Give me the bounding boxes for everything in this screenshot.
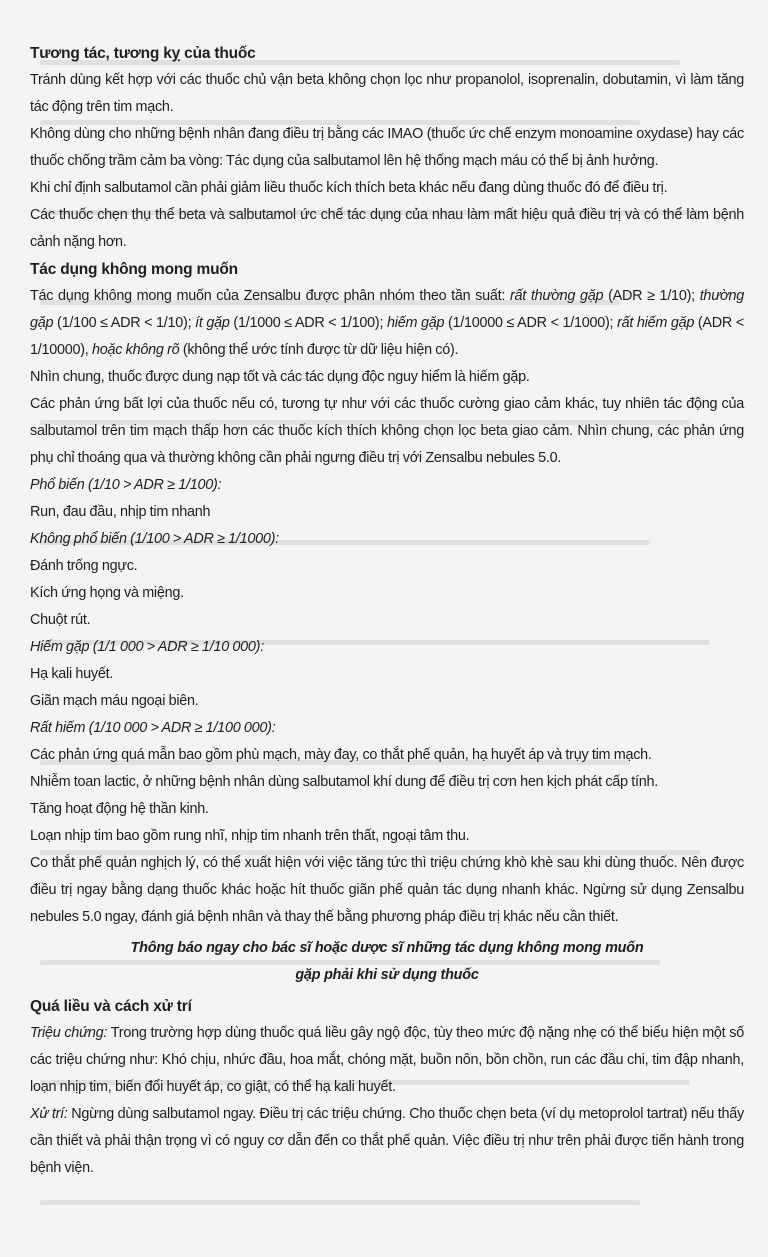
intro-text: Tác dụng không mong muốn của Zensalbu được phân nhóm theo tần suất: <box>30 288 510 304</box>
section-title-adverse-effects: Tác dụng không mong muốn <box>30 261 238 278</box>
adverse-item: Loạn nhịp tim bao gồm rung nhĩ, nhịp tim nhanh trên thất, ngoại tâm thu. <box>30 828 470 844</box>
adverse-frequency-intro <box>30 283 744 364</box>
adverse-item: Hạ kali huyết. <box>30 666 114 682</box>
intro-term-very-rare: rất hiếm gặp <box>617 315 695 331</box>
interactions-paragraph-4: Các thuốc chẹn thụ thể beta và salbutamol ức chế tác dụng của nhau làm mất hiệu quả điều trị và có thể làm bệnh cảnh nặng hơn. <box>30 207 744 250</box>
adverse-item: Tăng hoạt động hệ thần kinh. <box>30 801 209 817</box>
intro-term-very-common: rất thường gặp <box>510 288 604 304</box>
frequency-heading-uncommon: Không phổ biến (1/100 > ADR ≥ 1/1000): <box>30 531 279 547</box>
section-title-overdose: Quá liều và cách xử trí <box>30 998 192 1015</box>
frequency-heading-very-rare: Rất hiếm (1/10 000 > ADR ≥ 1/100 000): <box>30 720 276 736</box>
symptoms-text: Trong trường hợp dùng thuốc quá liều gây ngộ độc, tùy theo mức độ nặng nhẹ có thể biểu hiện một số các triệu chứng như: Khó chịu, nhức đầu, hoa mắt, chóng mặt, buồn nôn, bồn chồn, run các đầu chi, tim đập nhanh, loạn nhịp tim, biến đổi huyết áp, co giật, có thể hạ kali huyết. <box>30 1025 744 1095</box>
intro-term-uncommon: ít gặp <box>195 315 230 331</box>
intro-text: (ADR ≥ 1/10); <box>603 288 700 304</box>
adverse-item: Đánh trống ngực. <box>30 558 138 574</box>
intro-term-common: thường gặp <box>30 288 745 331</box>
overdose-symptoms <box>30 1020 744 1101</box>
overdose-treatment <box>30 1101 744 1182</box>
intro-text: (không thể ước tính được từ dữ liệu hiện có). <box>179 342 459 358</box>
treatment-label: Xử trí: <box>30 1106 68 1122</box>
treatment-text: Ngừng dùng salbutamol ngay. Điều trị các triệu chứng. Cho thuốc chẹn beta (ví dụ metoprolol tartrat) nếu thấy cần thiết và phải thận trọng vì có nguy cơ dẫn đến co thắt phế quản. Việc điều trị như trên phải được tiến hành trong bệnh viện. <box>30 1106 744 1176</box>
adverse-paragraph-1: Nhìn chung, thuốc được dung nạp tốt và các tác dụng độc nguy hiểm là hiếm gặp. <box>30 369 530 385</box>
intro-term-unknown: hoặc không rõ <box>92 342 180 358</box>
intro-term-rare: hiếm gặp <box>387 315 445 331</box>
intro-text: (1/1000 ≤ ADR < 1/100); <box>229 315 387 331</box>
notice-line-1: Thông báo ngay cho bác sĩ hoặc dược sĩ những tác dụng không mong muốn <box>130 940 644 956</box>
document-content <box>30 40 744 1182</box>
notice-line-2: gặp phải khi sử dụng thuốc <box>295 967 479 983</box>
adverse-item: Nhiễm toan lactic, ở những bệnh nhân dùng salbutamol khí dung để điều trị cơn hen kịch phát cấp tính. <box>30 774 658 790</box>
section-title-interactions: Tương tác, tương kỵ của thuốc <box>30 45 256 62</box>
adverse-item: Kích ứng họng và miệng. <box>30 585 184 601</box>
frequency-heading-common: Phổ biến (1/10 > ADR ≥ 1/100): <box>30 477 222 493</box>
adverse-paragraph-2: Các phản ứng bất lợi của thuốc nếu có, tương tự như với các thuốc cường giao cảm khác, tuy nhiên tác động của salbutamol trên tim mạch thấp hơn các thuốc kích thích không chọn lọc beta giao cảm. Nhìn chung, các phản ứng phụ chỉ thoáng qua và thường không cần phải ngưng điều trị với Zensalbu nebules 5.0. <box>30 396 744 466</box>
frequency-heading-rare: Hiếm gặp (1/1 000 > ADR ≥ 1/10 000): <box>30 639 264 655</box>
adverse-item: Run, đau đầu, nhịp tim nhanh <box>30 504 211 520</box>
intro-text: (1/10000 ≤ ADR < 1/1000); <box>444 315 618 331</box>
interactions-paragraph-2: Không dùng cho những bệnh nhân đang điều trị bằng các IMAO (thuốc ức chế enzym monoamine oxydase) hay các thuốc chống trầm cảm ba vòng: Tác dụng của salbutamol lên hệ thống mạch máu có thể bị ảnh hưởng. <box>30 126 744 169</box>
adverse-item: Co thắt phế quản nghịch lý, có thể xuất hiện với việc tăng tức thì triệu chứng khò khè sau khi dùng thuốc. Nên được điều trị ngay bằng dạng thuốc khác hoặc hít thuốc giãn phế quản tác dụng nhanh khác. Ngừng sử dụng Zensalbu nebules 5.0 ngay, đánh giá bệnh nhân và thay thế bằng phương pháp điều trị khác nếu cần thiết. <box>30 855 744 925</box>
adverse-item: Chuột rút. <box>30 612 91 628</box>
symptoms-label: Triệu chứng: <box>30 1025 108 1041</box>
intro-text: (ADR < 1/10000), <box>30 315 744 358</box>
interactions-paragraph-1: Tránh dùng kết hợp với các thuốc chủ vận beta không chọn lọc như propanolol, isoprenalin, dobutamin, vì làm tăng tác động trên tim mạch. <box>30 72 744 115</box>
adverse-item: Các phản ứng quá mẫn bao gồm phù mạch, mày đay, co thắt phế quản, hạ huyết áp và trụy tim mạch. <box>30 747 652 763</box>
adverse-item: Giãn mạch máu ngoại biên. <box>30 693 199 709</box>
intro-text: (1/100 ≤ ADR < 1/10); <box>53 315 196 331</box>
interactions-paragraph-3: Khi chỉ định salbutamol cần phải giảm liều thuốc kích thích beta khác nếu đang dùng thuốc đó để điều trị. <box>30 180 668 196</box>
